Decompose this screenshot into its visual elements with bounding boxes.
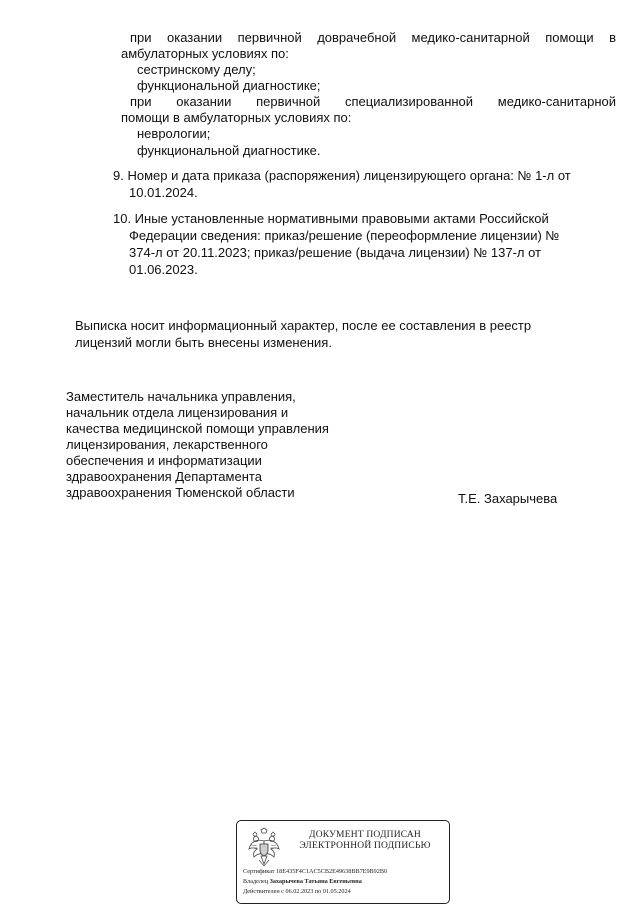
signatory-line: Заместитель начальника управления, [66, 389, 296, 404]
activity-item-functional-diagnostics: функциональной диагностике; [137, 78, 321, 93]
section-10-line-1: 10. Иные установленные нормативными правовыми актами Российской [113, 211, 549, 226]
stamp-title-line-2: ЭЛЕКТРОННОЙ ПОДПИСЬЮ [299, 841, 431, 851]
owner-value: Захарычева Татьяна Евгеньевна [269, 878, 362, 885]
notice-line-2: лицензий могли быть внесены изменения. [75, 335, 332, 350]
certificate-label: Сертификат [243, 868, 275, 875]
activity-item-neurology: неврологии; [137, 126, 211, 141]
section-10-line-4: 01.06.2023. [129, 262, 198, 277]
section-10-line-2: Федерации сведения: приказ/решение (переоформление лицензии) № [129, 228, 560, 243]
signatory-name: Т.Е. Захарычева [458, 491, 558, 506]
stamp-validity: Действителен с 06.02.2023 по 01.05.2024 [243, 888, 351, 895]
signatory-line: здравоохранения Тюменской области [66, 485, 295, 500]
notice-line-1: Выписка носит информационный характер, после ее составления в реестр [75, 318, 532, 333]
signatory-line: лицензирования, лекарственного [66, 437, 268, 452]
signatory-line: качества медицинской помощи управления [66, 421, 329, 436]
stamp-certificate [243, 868, 387, 876]
activity-item-functional-diagnostics-2: функциональной диагностике. [137, 143, 321, 158]
activity-line-2: амбулаторных условиях по: [121, 46, 289, 61]
stamp-title-line-1: ДОКУМЕНТ ПОДПИСАН [309, 830, 421, 840]
electronic-signature-stamp [236, 820, 450, 904]
activity-line-4: помощи в амбулаторных условиях по: [121, 110, 352, 125]
coat-of-arms-emblem [247, 827, 281, 867]
signatory-line: здравоохранения Департамента [66, 469, 262, 484]
section-10-line-3: 374-л от 20.11.2023; приказ/решение (выдача лицензии) № 137-л от [129, 245, 541, 260]
signatory-line: начальник отдела лицензирования и [66, 405, 289, 420]
section-9-line-2: 10.01.2024. [129, 185, 198, 200]
signatory-line: обеспечения и информатизации [66, 453, 262, 468]
section-9-line-1: 9. Номер и дата приказа (распоряжения) лицензирующего органа: № 1-л от [113, 168, 571, 183]
signatory-position [66, 389, 329, 501]
stamp-title [285, 830, 445, 852]
certificate-value: 18E435F4C1AC5CB2E49638BB7E9B92B0 [276, 868, 388, 875]
activity-item-nursing: сестринскому делу; [137, 62, 256, 77]
activity-line-1: при оказании первичной доврачебной медико-санитарной помощи в [130, 30, 616, 45]
activity-line-3: при оказании первичной специализированной медико-санитарной [130, 94, 616, 109]
stamp-owner [243, 878, 362, 886]
owner-label: Владелец [243, 878, 269, 885]
